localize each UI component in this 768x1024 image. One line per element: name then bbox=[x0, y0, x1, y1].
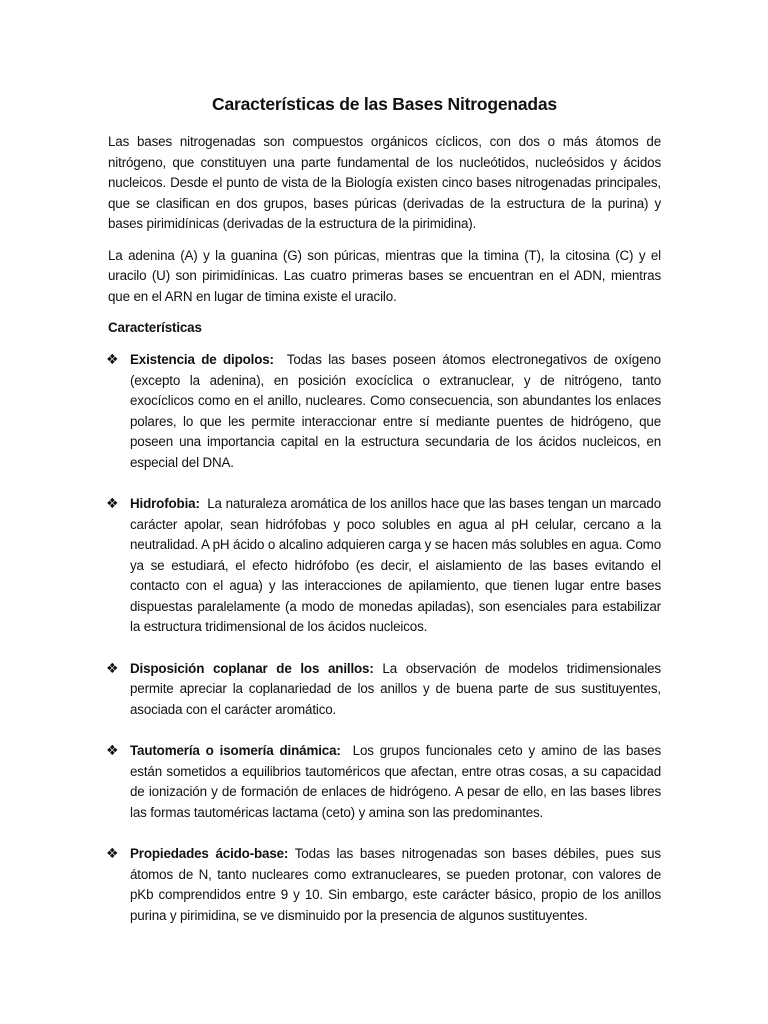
bullet-term: Existencia de dipolos: bbox=[130, 352, 274, 367]
bullet-text: La observación de modelos tridimensionales permite apreciar la coplanariedad de los anillos y de buena parte de sus sustituyentes, asociada con el carácter aromático. bbox=[130, 660, 661, 717]
diamond-bullet-icon: ❖ bbox=[106, 660, 119, 677]
document-page bbox=[108, 92, 661, 947]
diamond-bullet-icon: ❖ bbox=[106, 496, 119, 512]
diamond-bullet-icon: ❖ bbox=[106, 846, 119, 862]
list-item-acid-base bbox=[108, 844, 661, 926]
section-heading: Características bbox=[108, 320, 202, 335]
document-title: Características de las Bases Nitrogenadas bbox=[212, 94, 557, 114]
bullet-term: Disposición coplanar de los anillos: bbox=[130, 660, 374, 676]
characteristics-list bbox=[108, 350, 661, 926]
list-item-coplanar bbox=[108, 659, 661, 721]
list-item-hydrophobia bbox=[108, 494, 661, 638]
bullet-text: La naturaleza aromática de los anillos hace que las bases tengan un marcado carácter apolar, sean hidrófobas y poco solubles en agua al pH celular, cercano a la neutralidad. A pH ácido o alcalino adquieren carga y se hacen más solubles en agua. Como ya se estudiará, el efecto hidrófobo (es decir, el aislamiento de las bases evitando el contacto con el agua) y las interacciones de apilamiento, que tienen lugar entre bases dispuestas paralelamente (a modo de monedas apiladas), son esenciales para estabilizar la estructura tridimensional de los ácidos nucleicos. bbox=[130, 496, 661, 634]
intro-paragraph-2: La adenina (A) y la guanina (G) son púricas, mientras que la timina (T), la citosina (C) y el uracilo (U) son pirimidínicas. Las cuatro primeras bases se encuentran en el ADN, mientras que en el ARN en lugar de timina existe el uracilo. bbox=[108, 247, 661, 304]
diamond-bullet-icon: ❖ bbox=[106, 352, 119, 368]
bullet-text: Los grupos funcionales ceto y amino de las bases están sometidos a equilibrios tautoméricos que afectan, entre otras cosas, a su capacidad de ionización y de formación de enlaces de hidrógeno. A pesar de ello, en las bases libres las formas tautoméricas lactama (ceto) y amina son las predominantes. bbox=[130, 743, 661, 820]
bullet-term: Propiedades ácido-base: bbox=[130, 846, 289, 861]
bullet-text: Todas las bases nitrogenadas son bases débiles, pues sus átomos de N, tanto nucleares como extranucleares, se pueden protonar, con valores de pKb comprendidos entre 9 y 10. Sin embargo, este carácter básico, propio de los anillos purina y pirimidina, se ve disminuido por la presencia de algunos sustituyentes. bbox=[130, 846, 661, 923]
bullet-term: Tautomería o isomería dinámica: bbox=[130, 743, 341, 758]
diamond-bullet-icon: ❖ bbox=[106, 743, 119, 759]
bullet-text: Todas las bases poseen átomos electronegativos de oxígeno (excepto la adenina), en posición exocíclica o extranuclear, y de nitrógeno, tanto exocíclicos como en el anillo, nucleares. Como consecuencia, son abundantes los enlaces polares, lo que les permite interaccionar entre sí mediante puentes de hidrógeno, que poseen una importancia capital en la estructura secundaria de los ácidos nucleicos, en especial del DNA. bbox=[130, 352, 661, 470]
list-item-dipoles bbox=[108, 350, 661, 473]
intro-paragraph-1: Las bases nitrogenadas son compuestos orgánicos cíclicos, con dos o más átomos de nitrógeno, que constituyen una parte fundamental de los nucleótidos, nucleósidos y ácidos nucleicos. Desde el punto de vista de la Biología existen cinco bases nitrogenadas principales, que se clasifican en dos grupos, bases púricas (derivadas de la estructura de la purina) y bases pirimidínicas (derivadas de la estructura de la pirimidina). bbox=[108, 134, 661, 231]
bullet-term: Hidrofobia: bbox=[130, 496, 200, 511]
list-item-tautomery bbox=[108, 741, 661, 823]
